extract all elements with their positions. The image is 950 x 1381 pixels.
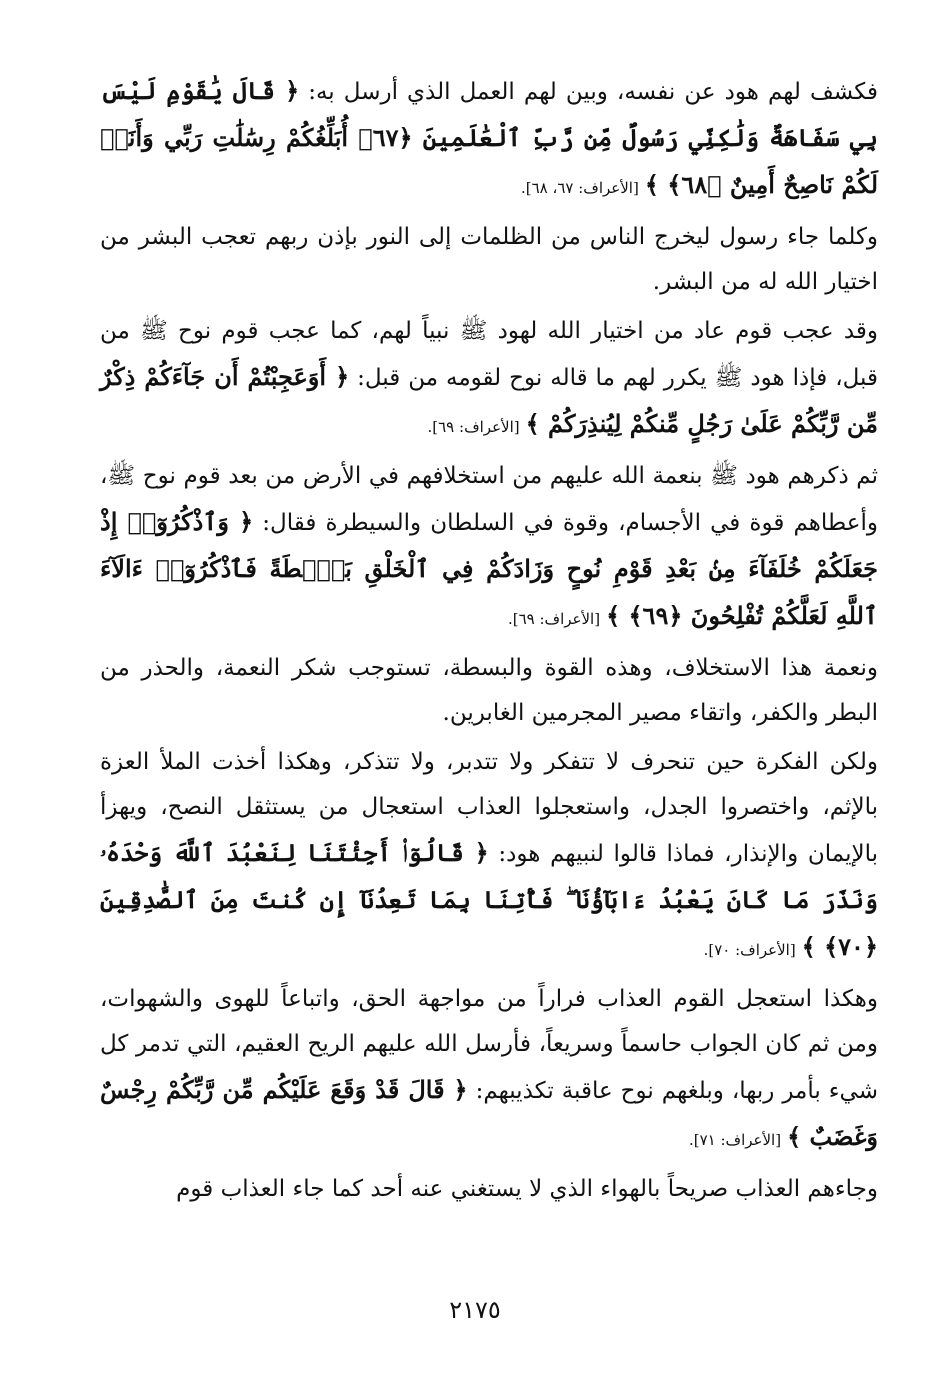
quran-verse: ﴿ وَٱذْكُرُوٓا۟ إِذْ جَعَلَكُمْ خُلَفَآءَ مِنۢ بَعْدِ قَوْمِ نُوحٍ وَزَادَكُمْ فِي ٱلْخَلْقِ بَصْۜطَةً فَٱذْكُرُوٓا۟ ءَالَآءَ ٱللَّهِ لَعَلَّكُمْ تُفْلِحُونَ ﴿٦٩﴾ ﴾ xyxy=(100,507,878,630)
paragraph-2 xyxy=(100,215,878,305)
paragraph-text: فكشف لهم هود عن نفسه، وبين لهم العمل الذي أرسل به: xyxy=(299,79,878,105)
paragraph-text: ونعمة هذا الاستخلاف، وهذه القوة والبسطة، تستوجب شكر النعمة، والحذر من البطر والكفر، واتقاء مصير المجرمين الغابرين. xyxy=(100,655,878,726)
paragraph-text: وكلما جاء رسول ليخرج الناس من الظلمات إلى النور بإذن ربهم تعجب البشر من اختيار الله له من البشر. xyxy=(100,224,878,295)
paragraph-text: وهكذا استعجل القوم العذاب فراراً من مواجهة الحق، واتباعاً للهوى والشهوات، ومن ثم كان الجواب حاسماً وسريعاً، فأرسل الله عليهم الريح العقيم، التي تدمر كل شيء بأمر ربها، وبلغهم نوح عاقبة تكذيبهم: xyxy=(100,986,879,1104)
quran-verse: ﴿ أَوَعَجِبْتُمْ أَن جَآءَكُمْ ذِكْرٌ مِّن رَّبِّكُمْ عَلَىٰ رَجُلٍ مِّنكُمْ لِيُنذِرَكُمْ ﴾ xyxy=(100,362,878,438)
quran-verse: ﴿ قَالَ يَٰقَوْمِ لَيْسَ بِي سَفَاهَةٌ وَلَٰكِنِّي رَسُولٌ مِّن رَّبِّ ٱلْعَٰلَمِينَ ﴿٦٧﴾ أُبَلِّغُكُمْ رِسَٰلَٰتِ رَبِّي وَأَنَا۠ لَكُمْ نَاصِحٌ أَمِينٌ ﴿٦٨﴾ ﴾ xyxy=(100,76,878,199)
paragraph-1 xyxy=(100,68,878,211)
page-body xyxy=(100,68,878,1216)
page-number: ٢١٧٥ xyxy=(449,1296,501,1324)
paragraph-5 xyxy=(100,646,878,736)
paragraph-text: ولكن الفكرة حين تنحرف لا تتفكر ولا تتدبر، ولا تتذكر، وهكذا أخذت الملأ العزة بالإثم، واختصروا الجدل، واستعجلوا العذاب استعجال من يستثقل النصح، ويهزأ بالإيمان والإنذار، فماذا قالوا لنبيهم هود: xyxy=(100,749,878,867)
paragraph-7 xyxy=(100,977,878,1163)
paragraph-text: وقد عجب قوم عاد من اختيار الله لهود ﷺ نبياً لهم، كما عجب قوم نوح ﷺ من قبل، فإذا هود ﷺ يكرر لهم ما قاله نوح لقومه من قبل: xyxy=(100,318,878,391)
verse-reference: [الأعراف: ٦٩]. xyxy=(427,418,520,436)
paragraph-8 xyxy=(100,1167,878,1212)
verse-reference: [الأعراف: ٦٧، ٦٨]. xyxy=(521,179,639,197)
quran-verse: ﴿ قَالُوٓا۟ أَجِئْتَنَا لِنَعْبُدَ ٱللَّهَ وَحْدَهُۥ وَنَذَرَ مَا كَانَ يَعْبُدُ ءَابَآؤُنَا ۖ فَأْتِنَا بِمَا تَعِدُنَآ إِن كُنتَ مِنَ ٱلصَّٰدِقِينَ ﴿٧٠﴾ ﴾ xyxy=(100,838,878,961)
quran-verse: ﴿ قَالَ قَدْ وَقَعَ عَلَيْكُم مِّن رَّبِّكُمْ رِجْسٌ وَغَضَبٌ ﴾ xyxy=(100,1075,878,1151)
paragraph-text: وجاءهم العذاب صريحاً بالهواء الذي لا يستغني عنه أحد كما جاء العذاب قوم xyxy=(176,1176,878,1202)
paragraph-text: ثم ذكرهم هود ﷺ بنعمة الله عليهم من استخلافهم في الأرض من بعد قوم نوح ﷺ، وأعطاهم قوة في الأجسام، وقوة في السلطان والسيطرة فقال: xyxy=(100,463,878,536)
verse-reference: [الأعراف: ٦٩]. xyxy=(507,610,601,628)
paragraph-4 xyxy=(100,454,878,642)
paragraph-3 xyxy=(100,309,878,450)
paragraph-6 xyxy=(100,740,878,973)
verse-reference: [الأعراف: ٧١]. xyxy=(688,1131,782,1149)
verse-reference: [الأعراف: ٧٠]. xyxy=(703,941,796,959)
